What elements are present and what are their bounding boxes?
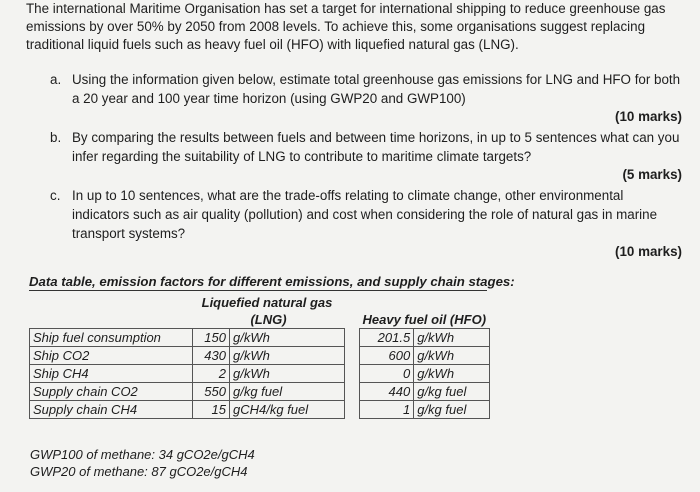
question-line: By comparing the results between fuels and between time horizons, in up to 5 sentences what can you xyxy=(72,130,680,145)
lng-value: 2 xyxy=(193,365,230,383)
table-row xyxy=(30,365,490,383)
hfo-unit: g/kg fuel xyxy=(414,401,489,419)
hfo-value: 600 xyxy=(360,347,414,365)
lng-value: 430 xyxy=(193,347,230,365)
table-row xyxy=(30,401,490,419)
lng-unit: g/kWh xyxy=(230,329,345,347)
marks-b: (5 marks) xyxy=(622,167,682,182)
row-label: Ship fuel consumption xyxy=(30,329,193,347)
lng-header-abbr: (LNG) xyxy=(193,311,345,329)
row-label: Ship CH4 xyxy=(30,365,193,383)
lng-unit: gCH4/kg fuel xyxy=(230,401,345,419)
lng-value: 150 xyxy=(193,329,230,347)
hfo-unit: g/kWh xyxy=(414,365,489,383)
table-row xyxy=(30,329,490,347)
hfo-value: 440 xyxy=(360,383,414,401)
row-label: Supply chain CH4 xyxy=(30,401,193,419)
hfo-value: 0 xyxy=(360,365,414,383)
marks-c: (10 marks) xyxy=(615,244,682,259)
question-line: a 20 year and 100 year time horizon (using GWP20 and GWP100) xyxy=(72,91,466,106)
gwp100-note: GWP100 of methane: 34 gCO2e/gCH4 xyxy=(30,447,255,462)
hfo-value: 201.5 xyxy=(360,329,414,347)
question-line: infer regarding the suitability of LNG to contribute to maritime climate targets? xyxy=(72,149,532,164)
question-line: In up to 10 sentences, what are the trade-offs relating to climate change, other environmental xyxy=(72,188,624,203)
row-label: Ship CO2 xyxy=(30,347,193,365)
hfo-value: 1 xyxy=(360,401,414,419)
intro-paragraph: The international Maritime Organisation has set a target for international shipping to reduce greenhouse gas emissions by over 50% by 2050 from 2008 levels. To achieve this, some organisations suggest replacing traditional liquid fuels such as heavy fuel oil (HFO) with liquefied natural gas (LNG). xyxy=(26,1,666,52)
lng-unit: g/kWh xyxy=(230,347,345,365)
table-row xyxy=(30,347,490,365)
table-title: Data table, emission factors for different emissions, and supply chain stages: xyxy=(29,274,515,289)
hfo-header: Heavy fuel oil (HFO) xyxy=(360,311,490,329)
table-row xyxy=(30,383,490,401)
lng-value: 15 xyxy=(193,401,230,419)
lng-unit: g/kWh xyxy=(230,365,345,383)
row-label: Supply chain CO2 xyxy=(30,383,193,401)
hfo-unit: g/kWh xyxy=(414,329,489,347)
question-letter: b. xyxy=(50,130,62,145)
emission-table xyxy=(29,294,490,419)
lng-unit: g/kg fuel xyxy=(230,383,345,401)
question-line: indicators such as air quality (pollution) and cost when considering the role of natural gas in marine xyxy=(72,207,658,222)
lng-value: 550 xyxy=(193,383,230,401)
question-letter: c. xyxy=(50,188,61,203)
hfo-unit: g/kg fuel xyxy=(414,383,489,401)
hfo-unit: g/kWh xyxy=(414,347,489,365)
gwp20-note: GWP20 of methane: 87 gCO2e/gCH4 xyxy=(30,464,248,479)
lng-header: Liquefied natural gas xyxy=(201,295,333,310)
question-line: Using the information given below, estimate total greenhouse gas emissions for LNG and HFO for both xyxy=(72,72,681,87)
question-letter: a. xyxy=(50,72,62,87)
question-line: transport systems? xyxy=(72,226,186,241)
marks-a: (10 marks) xyxy=(615,109,682,124)
